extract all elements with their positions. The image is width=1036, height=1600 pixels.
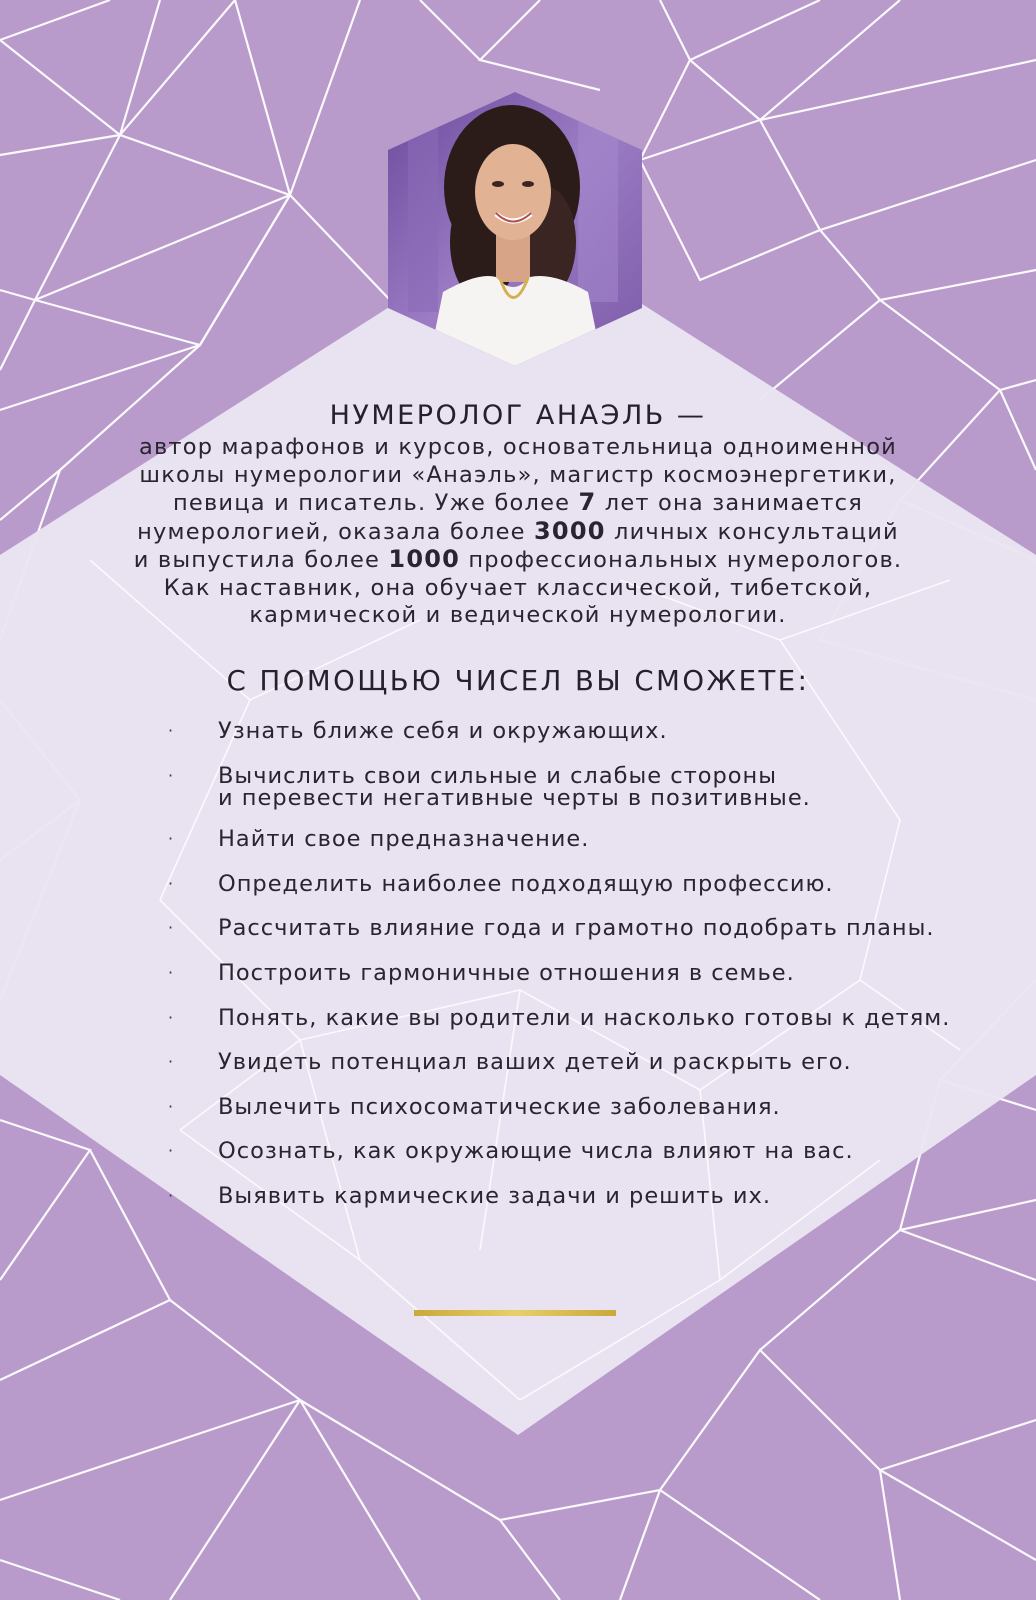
benefit-text: Узнать ближе себя и окружающих. [218, 718, 668, 744]
bio-line [100, 546, 936, 575]
bullet-icon: · [168, 963, 175, 982]
bullet-icon: · [168, 1186, 175, 1205]
bullet-icon: · [168, 1141, 175, 1160]
benefit-item [168, 1007, 950, 1029]
gold-divider [414, 1310, 616, 1316]
bullet-icon: · [168, 1052, 175, 1071]
bullet-icon: · [168, 766, 175, 785]
benefit-text: Вылечить психосоматические заболевания. [218, 1094, 781, 1120]
bullet-icon: · [168, 874, 175, 893]
bio-line [100, 518, 936, 547]
benefit-text: Осознать, как окружающие числа влияют на вас. [218, 1138, 854, 1164]
bio-text: личных консультаций [605, 518, 899, 545]
benefit-item [168, 962, 795, 984]
bio-line [100, 575, 936, 603]
consultations-number: 3000 [534, 516, 606, 545]
benefit-item [168, 828, 589, 850]
bio-text: нумерологией, оказала более [137, 518, 535, 545]
bio-text: школы нумерологии «Анаэль», магистр космоэнергетики, [139, 461, 897, 488]
author-heading: НУМЕРОЛОГ АНАЭЛЬ — [329, 400, 707, 431]
benefit-item [168, 1051, 852, 1073]
benefit-text: Выявить кармические задачи и решить их. [218, 1183, 771, 1209]
bio-text: певица и писатель. Уже более [173, 490, 579, 516]
bullet-icon: · [168, 1097, 175, 1116]
years-number: 7 [578, 488, 597, 516]
bullet-icon: · [168, 721, 175, 740]
benefit-item [168, 1140, 854, 1162]
benefit-item [168, 765, 811, 809]
bio-text: лет она занимается [596, 490, 863, 516]
benefit-item [168, 917, 935, 939]
benefit-item [168, 1096, 781, 1118]
benefit-item [168, 873, 834, 895]
graduates-number: 1000 [388, 545, 461, 573]
bio-line [100, 489, 936, 518]
benefit-text: Определить наиболее подходящую профессию. [218, 871, 834, 897]
benefit-item [168, 720, 668, 742]
benefit-text: Увидеть потенциал ваших детей и раскрыть его. [218, 1049, 852, 1075]
benefit-text: Вычислить свои сильные и слабые стороны [218, 763, 778, 789]
benefit-item [168, 1185, 771, 1207]
bio-line [100, 462, 936, 490]
bullet-icon: · [168, 1008, 175, 1027]
bio-text: и выпустила более [133, 547, 389, 573]
benefits-heading: С ПОМОЩЬЮ ЧИСЕЛ ВЫ СМОЖЕТЕ: [226, 665, 810, 697]
bio-line [100, 602, 936, 630]
bio-line [100, 434, 936, 462]
author-bio [100, 434, 936, 630]
bio-text: кармической и ведической нумерологии. [249, 602, 787, 628]
bullet-icon: · [168, 829, 175, 848]
bio-text: Как наставник, она обучает классической, тибетской, [163, 574, 873, 601]
benefit-text: Понять, какие вы родители и насколько готовы к детям. [218, 1005, 951, 1031]
benefit-text: Рассчитать влияние года и грамотно подобрать планы. [218, 915, 935, 941]
bio-text: профессиональных нумерологов. [460, 547, 903, 573]
bullet-icon: · [168, 918, 175, 937]
benefit-text: Найти свое предназначение. [218, 826, 590, 852]
benefit-text: и перевести негативные черты в позитивные. [218, 785, 811, 811]
bio-text: автор марафонов и курсов, основательница одноименной [138, 434, 898, 460]
benefit-text: Построить гармоничные отношения в семье. [218, 960, 795, 986]
